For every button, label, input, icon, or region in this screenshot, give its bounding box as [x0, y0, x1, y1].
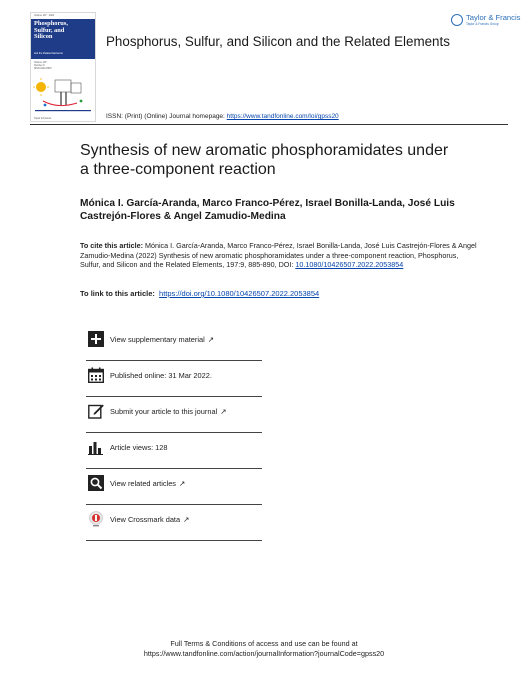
- cover-volume-line: Volume 197 · 2022: [34, 14, 55, 17]
- article-authors: Mónica I. García-Aranda, Marco Franco-Pérez, Israel Bonilla-Landa, José Luis Castrejón-Flores & Angel Zamudio-Medina: [80, 198, 455, 222]
- article-doi-url[interactable]: https://doi.org/10.1080/10426507.2022.2053854: [159, 289, 320, 298]
- item-label: Article views: 128: [110, 443, 168, 452]
- footer: [0, 639, 528, 658]
- citation-block: [80, 241, 480, 270]
- external-link-icon: ↗: [207, 335, 214, 344]
- item-label: View Crossmark data: [110, 515, 181, 524]
- cover-publisher: Taylor & Francis: [34, 117, 52, 120]
- publisher-tagline: Taylor & Francis Group: [466, 22, 499, 26]
- list-divider: [86, 540, 262, 541]
- cover-info-line: ISSN 1042-6507: [34, 67, 52, 70]
- view-supplementary-material-item[interactable]: [86, 325, 262, 355]
- publisher-logo-icon: [451, 14, 463, 26]
- cover-title-line: Sulfur, and: [34, 26, 65, 34]
- item-label: Published online: 31 Mar 2022.: [110, 371, 212, 380]
- citation-label: To cite this article:: [80, 241, 143, 250]
- edit-icon: [88, 403, 104, 419]
- calendar-icon: [88, 367, 104, 383]
- view-related-articles-item[interactable]: [86, 469, 262, 499]
- cover-subtitle: and the Related Elements: [34, 52, 63, 55]
- item-label: View related articles: [110, 479, 176, 488]
- article-link-label: To link to this article:: [80, 289, 155, 298]
- journal-title: Phosphorus, Sulfur, and Silicon and the Related Elements: [106, 34, 450, 49]
- article-views-item: [86, 433, 262, 463]
- journal-homepage-link[interactable]: https://www.tandfonline.com/loi/gpss20: [226, 113, 339, 120]
- item-label: Submit your article to this journal: [110, 407, 218, 416]
- external-link-icon: ↗: [179, 479, 186, 488]
- view-crossmark-data-item[interactable]: [86, 505, 262, 535]
- publisher-logo: [451, 13, 521, 35]
- crossmark-icon: [88, 511, 104, 527]
- cover-title: [34, 21, 92, 41]
- external-link-icon: ↗: [183, 515, 190, 524]
- header-divider: [30, 124, 508, 125]
- footer-terms-link[interactable]: https://www.tandfonline.com/action/journalInformation?journalCode=gpss20: [143, 648, 385, 658]
- bar-chart-icon: [88, 439, 104, 455]
- cover-title-line: Silicon: [34, 33, 53, 41]
- external-link-icon: ↗: [220, 407, 227, 416]
- footer-terms-text: Full Terms & Conditions of access and use can be found at: [170, 639, 358, 648]
- cover-illustration: [33, 75, 93, 115]
- publisher-brand: Taylor & Francis: [466, 13, 521, 22]
- plus-icon: [88, 331, 104, 347]
- cover-info-line: Number 9: [34, 64, 45, 67]
- item-label: View supplementary material: [110, 335, 205, 344]
- journal-cover-thumbnail: [30, 12, 96, 122]
- article-title: Synthesis of new aromatic phosphoramidates under a three-component reaction: [80, 142, 449, 178]
- cover-title-line: Phosphorus,: [34, 20, 68, 27]
- submit-article-item[interactable]: [86, 397, 262, 427]
- article-link-line: [80, 289, 480, 298]
- cover-info-line: Volume 197: [34, 61, 47, 64]
- search-document-icon: [88, 475, 104, 491]
- issn-label: ISSN: (Print) (Online) Journal homepage:: [106, 113, 227, 120]
- published-online-item: [86, 361, 262, 391]
- citation-text: Mónica I. García-Aranda, Marco Franco-Pérez, Israel Bonilla-Landa, José Luis Castrejón-Flores & Angel Zamudio-Medina (2022) Synthesis of new aromatic phosphoramidates under a three-component reaction, Phosphorus, Sulfur, and Silicon and the Related Elements, 197:9, 885-890, DOI:: [80, 241, 477, 270]
- issn-line: [106, 113, 339, 120]
- doi-link[interactable]: 10.1080/10426507.2022.2053854: [295, 260, 404, 270]
